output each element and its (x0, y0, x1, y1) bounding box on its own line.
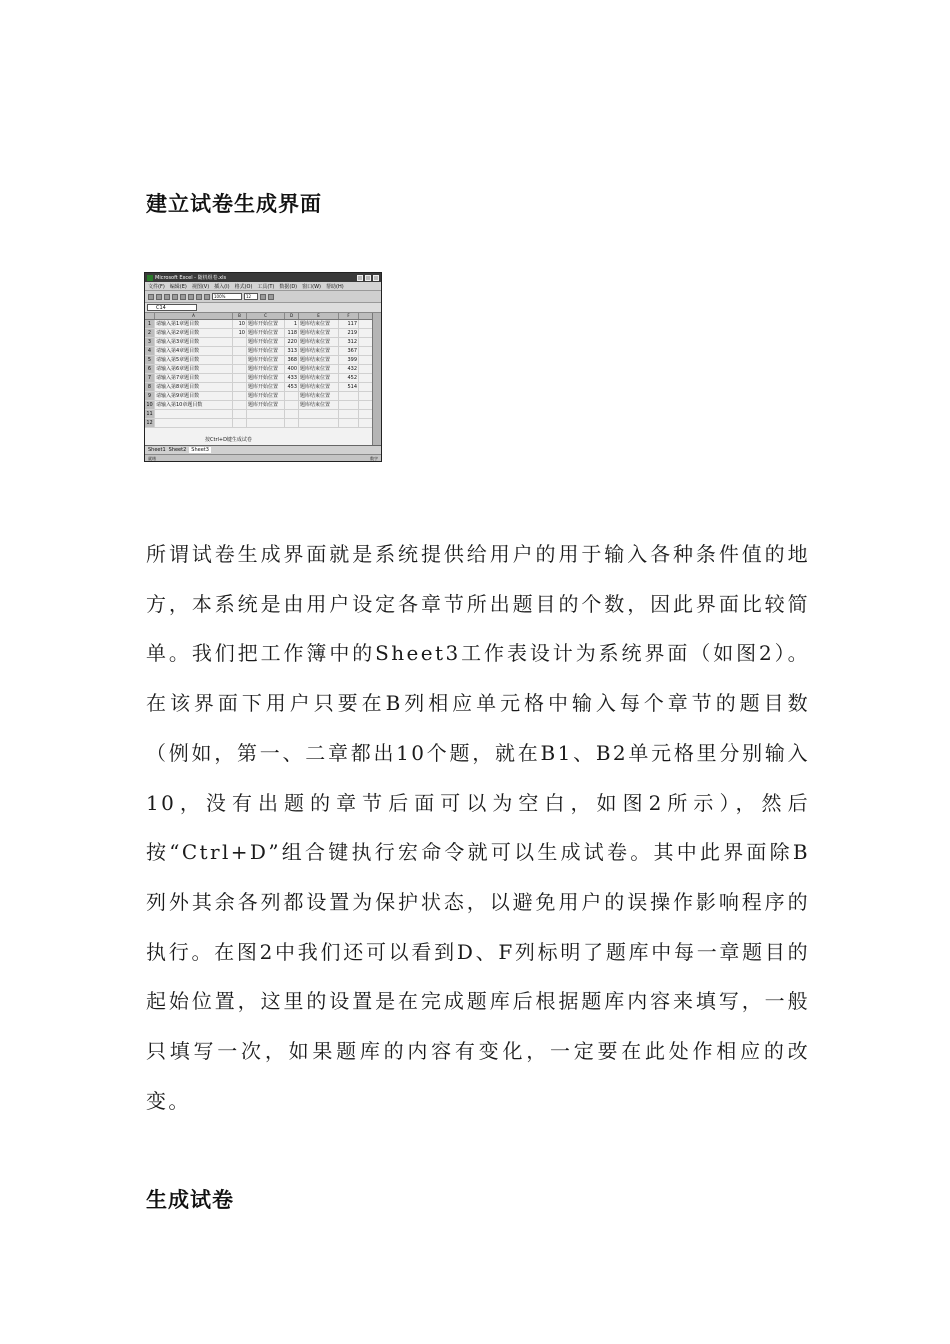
column-header: E (299, 313, 339, 319)
table-cell: 10 (233, 329, 247, 337)
sheet-tab: Sheet1 (148, 447, 166, 453)
sheet-tab: Sheet3 (191, 447, 209, 453)
toolbar (145, 291, 381, 303)
menu-item: 窗口(W) (302, 283, 321, 290)
table-cell: 514 (339, 383, 359, 391)
table-cell: 367 (339, 347, 359, 355)
table-cell: 请输入第3章题目数 (155, 338, 233, 346)
table-cell (299, 410, 339, 418)
table-cell: 题库结束位置 (299, 383, 339, 391)
table-cell: 请输入第4章题目数 (155, 347, 233, 355)
table-cell (233, 365, 247, 373)
table-cell: 请输入第5章题目数 (155, 356, 233, 364)
window-title: Microsoft Excel - 随机组卷.xls (155, 275, 227, 281)
table-cell: 题库开始位置 (247, 365, 285, 373)
table-cell: 请输入第8章题目数 (155, 383, 233, 391)
table-cell: 请输入第2章题目数 (155, 329, 233, 337)
column-header: A (155, 313, 233, 319)
table-cell (339, 419, 359, 427)
table-cell: 题库结束位置 (299, 365, 339, 373)
worksheet-rows (145, 320, 381, 428)
row-number: 6 (145, 365, 155, 373)
table-cell: 题库开始位置 (247, 356, 285, 364)
minimize-icon (357, 275, 363, 281)
table-cell: 题库开始位置 (247, 401, 285, 409)
table-cell (247, 410, 285, 418)
body-paragraph: 所谓试卷生成界面就是系统提供给用户的用于输入各种条件值的地方，本系统是由用户设定各章节所出题目的个数，因此界面比较简单。我们把工作簿中的Sheet3工作表设计为系统界面（如图2）。在该界面下用户只要在B列相应单元格中输入每个章节的题目数（例如，第一、二章都出10个题，就在B1、B2单元格里分别输入10，没有出题的章节后面可以为空白，如图2所示），然后按“Ctrl+D”组合键执行宏命令就可以生成试卷。其中此界面除B列外其余各列都设置为保护状态，以避免用户的误操作影响程序的执行。在图2中我们还可以看到D、F列标明了题库中每一章题目的起始位置，这里的设置是在完成题库后根据题库内容来填写，一般只填写一次，如果题库的内容有变化，一定要在此处作相应的改变。 (146, 542, 810, 1113)
table-cell: 题库开始位置 (247, 383, 285, 391)
table-row (145, 401, 381, 410)
menu-item: 视图(V) (191, 283, 210, 290)
table-cell: 题库结束位置 (299, 338, 339, 346)
table-cell: 368 (285, 356, 299, 364)
table-cell (233, 374, 247, 382)
table-cell (247, 419, 285, 427)
table-cell: 399 (339, 356, 359, 364)
table-row (145, 356, 381, 365)
column-headers (145, 313, 381, 320)
table-row (145, 338, 381, 347)
table-cell: 432 (339, 365, 359, 373)
table-cell (233, 383, 247, 391)
table-cell: 题库开始位置 (247, 320, 285, 328)
sheet-tab: Sheet2 (168, 447, 187, 453)
status-right: 数字 (370, 456, 378, 461)
table-cell (285, 401, 299, 409)
row-number: 3 (145, 338, 155, 346)
corner-cell (145, 313, 155, 319)
print-icon (172, 294, 178, 300)
table-row (145, 374, 381, 383)
table-row (145, 419, 381, 428)
table-row (145, 383, 381, 392)
cut-icon (180, 294, 186, 300)
table-cell (233, 401, 247, 409)
table-cell: 题库开始位置 (247, 347, 285, 355)
table-cell: 题库结束位置 (299, 329, 339, 337)
window-title-bar (145, 273, 381, 282)
maximize-icon (365, 275, 371, 281)
table-cell: 题库结束位置 (299, 374, 339, 382)
font-size-box: 12 (244, 293, 258, 300)
table-cell (233, 356, 247, 364)
menu-item: 编辑(E) (169, 283, 187, 290)
table-cell: 请输入第6章题目数 (155, 365, 233, 373)
row-number: 11 (145, 410, 155, 418)
row-number: 9 (145, 392, 155, 400)
table-cell: 请输入第1章题目数 (155, 320, 233, 328)
table-cell: 题库结束位置 (299, 347, 339, 355)
sheet-tabs (145, 445, 381, 454)
table-cell (285, 419, 299, 427)
table-cell (299, 419, 339, 427)
table-cell: 312 (339, 338, 359, 346)
section-heading-build: 建立试卷生成界面 (146, 191, 322, 216)
row-number: 5 (145, 356, 155, 364)
column-header: C (247, 313, 285, 319)
table-cell: 433 (285, 374, 299, 382)
menu-bar (145, 282, 381, 291)
zoom-box: 100% (212, 293, 242, 300)
table-cell (233, 419, 247, 427)
table-cell: 题库开始位置 (247, 338, 285, 346)
table-cell: 118 (285, 329, 299, 337)
open-icon (156, 294, 162, 300)
worksheet-grid (145, 313, 381, 445)
close-icon (373, 275, 379, 281)
menu-item: 工具(T) (257, 283, 275, 290)
table-row (145, 365, 381, 374)
table-cell: 题库结束位置 (299, 356, 339, 364)
figure-excel-screenshot (144, 272, 382, 462)
table-row (145, 410, 381, 419)
table-cell (155, 410, 233, 418)
new-icon (148, 294, 154, 300)
table-cell (233, 392, 247, 400)
formula-bar (145, 303, 381, 313)
table-cell: 请输入第10章题目数 (155, 401, 233, 409)
table-cell: 题库开始位置 (247, 329, 285, 337)
menu-item: 插入(I) (214, 283, 230, 290)
row-number: 8 (145, 383, 155, 391)
font-color-icon (268, 294, 274, 300)
table-cell (233, 347, 247, 355)
table-cell: 题库开始位置 (247, 374, 285, 382)
vertical-scrollbar (372, 313, 381, 445)
menu-item: 文件(F) (148, 283, 165, 290)
table-cell (233, 410, 247, 418)
table-cell (155, 419, 233, 427)
table-cell: 题库结束位置 (299, 401, 339, 409)
table-cell (339, 401, 359, 409)
worksheet-note: 按Ctrl+D键生成试卷 (205, 437, 252, 443)
row-number: 10 (145, 401, 155, 409)
excel-app-icon (147, 275, 153, 281)
row-number: 12 (145, 419, 155, 427)
column-header: F (339, 313, 359, 319)
paste-icon (196, 294, 202, 300)
table-cell: 题库结束位置 (299, 392, 339, 400)
table-row (145, 320, 381, 329)
column-header: B (233, 313, 247, 319)
save-icon (164, 294, 170, 300)
row-number: 2 (145, 329, 155, 337)
row-number: 7 (145, 374, 155, 382)
table-row (145, 392, 381, 401)
table-cell: 10 (233, 320, 247, 328)
undo-icon (204, 294, 210, 300)
bold-icon (260, 294, 266, 300)
menu-item: 格式(O) (234, 283, 253, 290)
section-heading-generate: 生成试卷 (146, 1187, 234, 1212)
table-cell: 313 (285, 347, 299, 355)
table-cell: 1 (285, 320, 299, 328)
table-cell (233, 338, 247, 346)
name-box: C14 (147, 304, 197, 311)
table-cell: 题库开始位置 (247, 392, 285, 400)
table-row (145, 347, 381, 356)
table-cell: 117 (339, 320, 359, 328)
table-cell (339, 410, 359, 418)
table-cell: 219 (339, 329, 359, 337)
table-cell: 220 (285, 338, 299, 346)
menu-item: 数据(D) (279, 283, 298, 290)
table-cell (285, 392, 299, 400)
table-row (145, 329, 381, 338)
status-bar (145, 454, 381, 462)
status-left: 就绪 (148, 456, 156, 461)
table-cell: 453 (285, 383, 299, 391)
table-cell (339, 392, 359, 400)
row-number: 4 (145, 347, 155, 355)
column-header: D (285, 313, 299, 319)
table-cell: 400 (285, 365, 299, 373)
row-number: 1 (145, 320, 155, 328)
copy-icon (188, 294, 194, 300)
menu-item: 帮助(H) (326, 283, 344, 290)
table-cell (285, 410, 299, 418)
table-cell: 题库结束位置 (299, 320, 339, 328)
table-cell: 452 (339, 374, 359, 382)
table-cell: 请输入第7章题目数 (155, 374, 233, 382)
table-cell: 请输入第9章题目数 (155, 392, 233, 400)
